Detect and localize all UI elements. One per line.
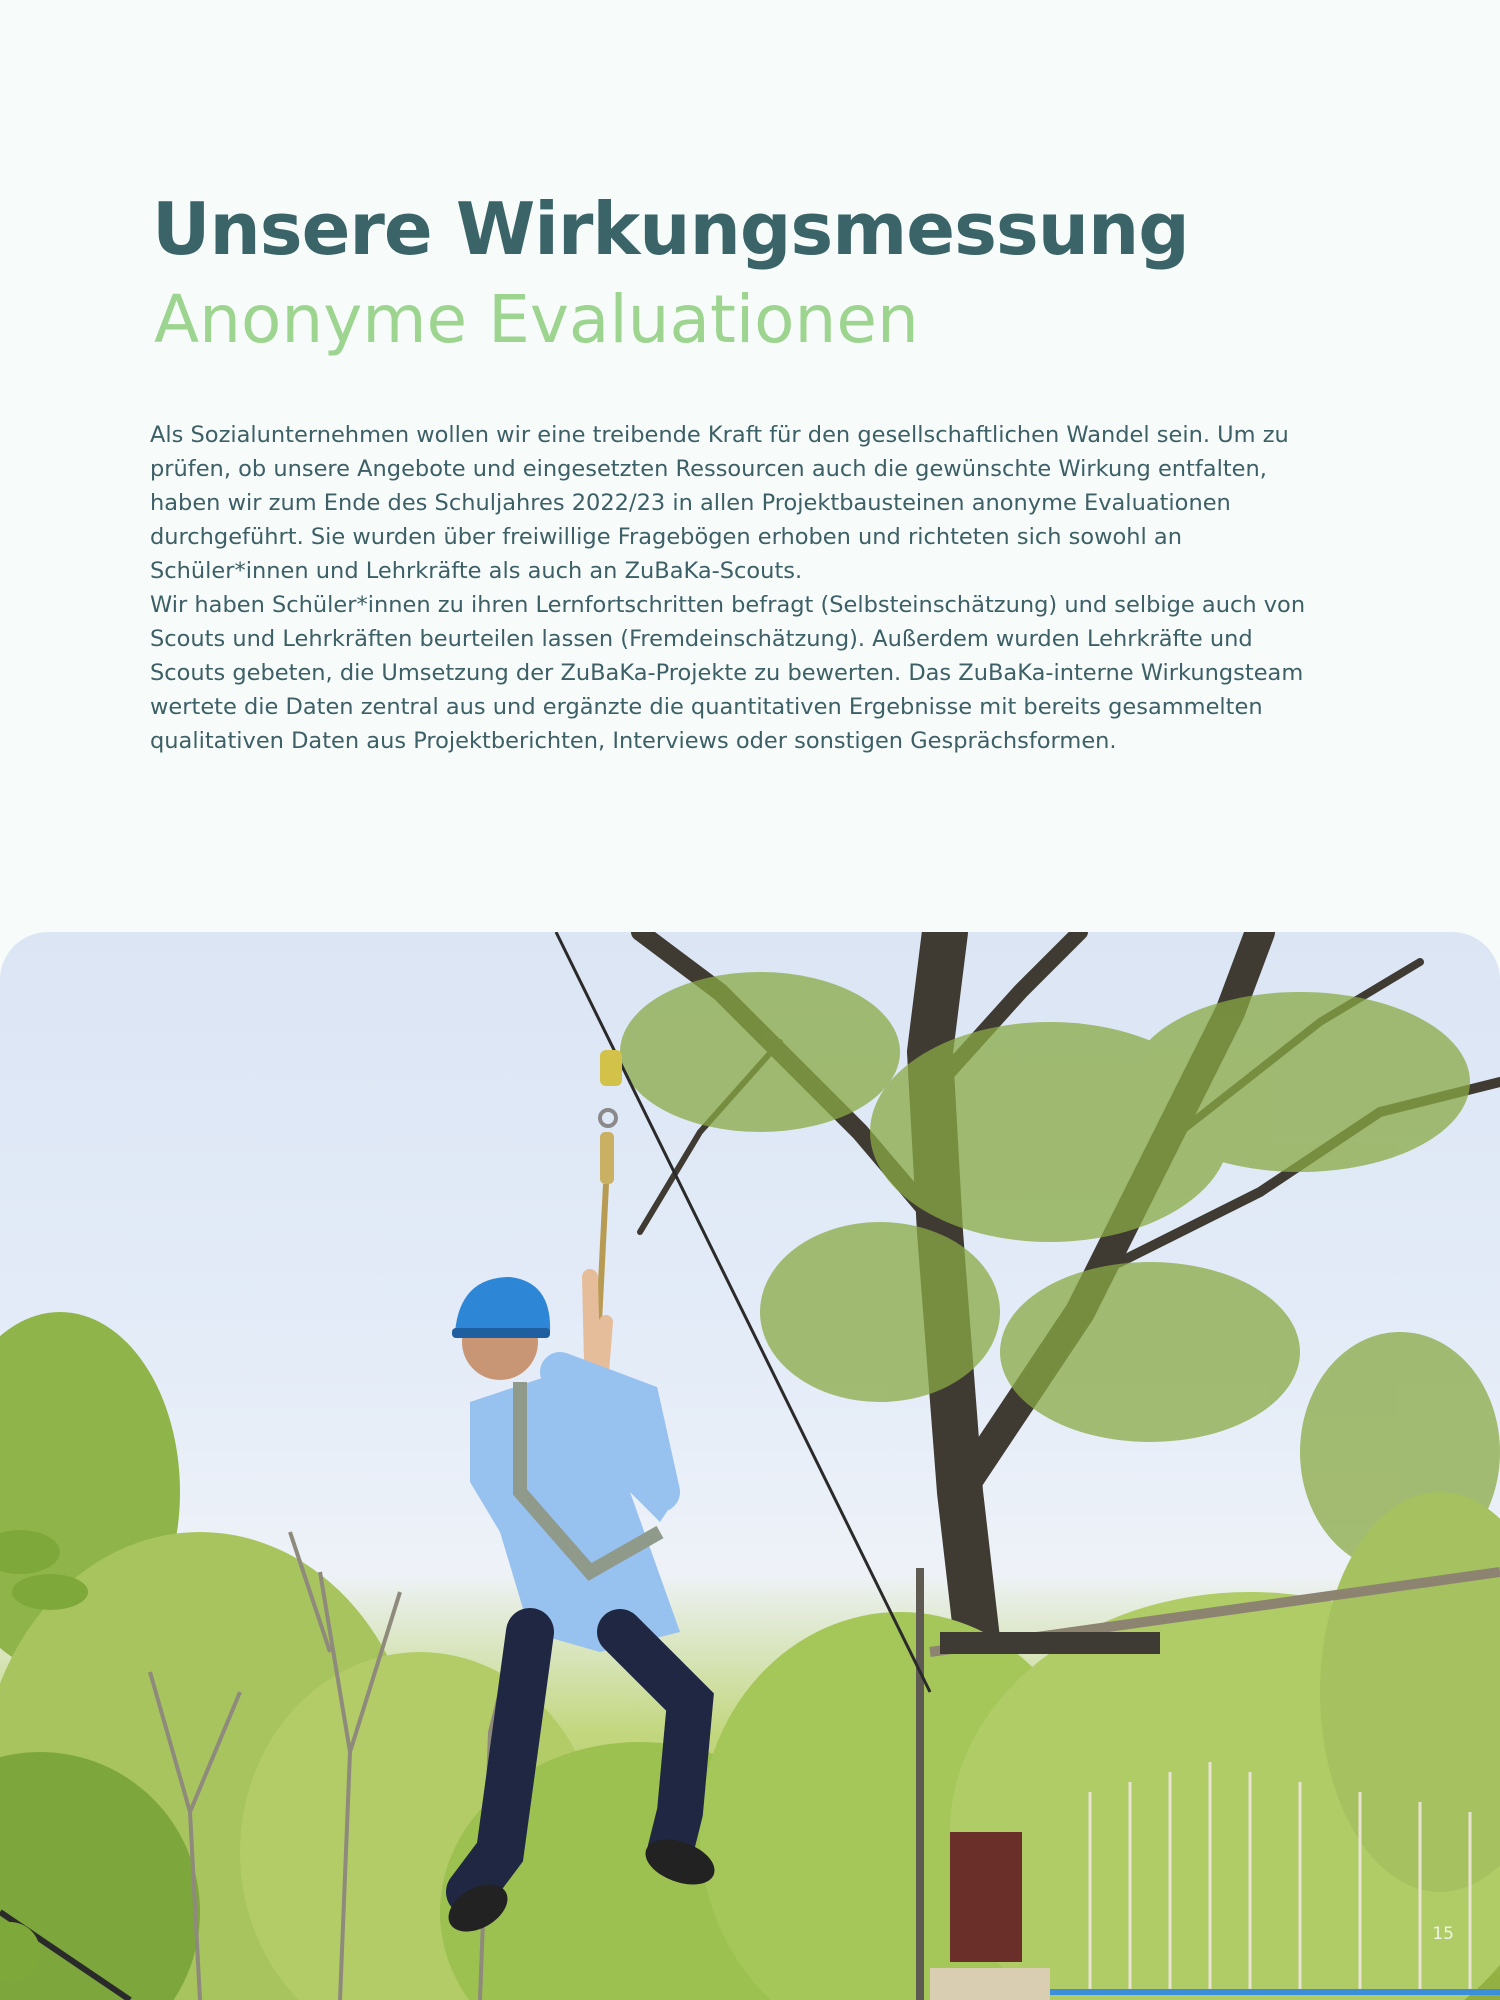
zipline-photo xyxy=(0,932,1500,2000)
tree-foliage xyxy=(620,972,1500,1572)
trees-right xyxy=(700,1492,1500,2000)
paragraph-method: Wir haben Schüler*innen zu ihren Lernfortschritten befragt (Selbsteinschätzung) und selbige auch von Scouts und Lehrkräften beurteilen lassen (Fremdeinschätzung). Außerdem wurden Lehrkräfte und Scouts gebeten, die Umsetzung der ZuBaKa-Projekte zu bewerten. Das ZuBaKa-interne Wirkungsteam wertete die Daten zentral aus und ergänzte die quantitativen Ergebnisse mit bereits gesammelten qualitativen Daten aus Projektberichten, Interviews oder sonstigen Gesprächsformen. xyxy=(150,592,1306,754)
body-text xyxy=(150,418,1330,758)
paragraph-intro: Als Sozialunternehmen wollen wir eine treibende Kraft für den gesellschaftlichen Wandel sein. Um zu prüfen, ob unsere Angebote und eingesetzten Ressourcen auch die gewünschte Wirkung entfalten, haben wir zum Ende des Schuljahres 2022/23 in allen Projektbausteinen anonyme Evaluationen durchgeführt. Sie wurden über freiwillige Fragebögen erhoben und richteten sich sowohl an Schüler*innen und Lehrkräfte als auch an ZuBaKa-Scouts. xyxy=(150,422,1289,584)
page-title: Unsere Wirkungsmessung xyxy=(152,187,1189,271)
page-number: 15 xyxy=(1432,1924,1454,1944)
pulley xyxy=(598,1050,622,1342)
page-subtitle: Anonyme Evaluationen xyxy=(154,281,919,358)
